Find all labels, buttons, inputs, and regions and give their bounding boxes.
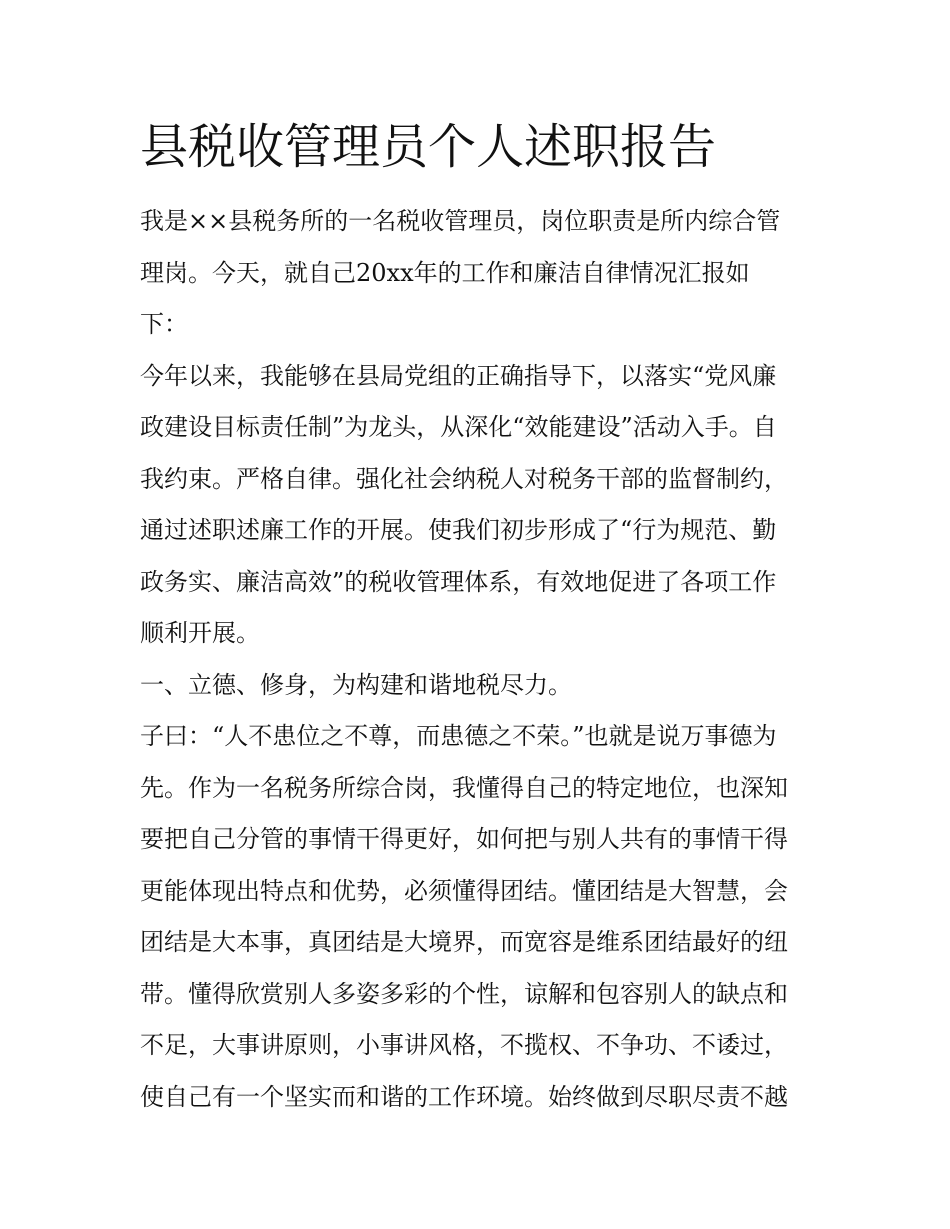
body-line: 不足，大事讲原则，小事讲风格，不揽权、不争功、不诿过， xyxy=(140,1031,788,1059)
body-line: 通过述职述廉工作的开展。使我们初步形成了“行为规范、勤 xyxy=(140,516,777,544)
body-line: 使自己有一个坚实而和谐的工作环境。始终做到尽职尽责不越 xyxy=(140,1082,788,1111)
body-line: 团结是大本事，真团结是大境界，而宽容是维系团结最好的纽 xyxy=(140,928,788,956)
body-line: 理岗。今天，就自己20xx年的工作和廉洁自律情况汇报如 xyxy=(140,258,750,287)
body-line: 带。懂得欣赏别人多姿多彩的个性，谅解和包容别人的缺点和 xyxy=(140,979,788,1008)
document-title: 县税收管理员个人述职报告 xyxy=(140,119,717,175)
body-line: 先。作为一名税务所综合岗，我懂得自己的特定地位，也深知 xyxy=(140,773,788,802)
body-line: 更能体现出特点和优势，必须懂得团结。懂团结是大智慧，会 xyxy=(140,876,788,905)
body-line: 政务实、廉洁高效”的税收管理体系，有效地促进了各项工作 xyxy=(140,567,777,596)
body-line: 子曰：“人不患位之不尊，而患德之不荣。”也就是说万事德为 xyxy=(140,722,777,750)
body-line: 我约束。严格自律。强化社会纳税人对税务干部的监督制约， xyxy=(140,464,788,493)
document-body xyxy=(140,196,820,1123)
body-line: 今年以来，我能够在县局党组的正确指导下，以落实“党风廉 xyxy=(140,361,777,390)
body-line: 要把自己分管的事情干得更好，如何把与别人共有的事情干得 xyxy=(140,825,788,853)
section-heading: 一、立德、修身，为构建和谐地税尽力。 xyxy=(140,670,572,699)
body-line: 我是××县税务所的一名税收管理员，岗位职责是所内综合管 xyxy=(140,207,781,235)
body-line: 下： xyxy=(140,310,188,338)
body-line: 顺利开展。 xyxy=(140,619,260,647)
body-line: 政建设目标责任制”为龙头，从深化“效能建设”活动入手。自 xyxy=(140,413,777,441)
